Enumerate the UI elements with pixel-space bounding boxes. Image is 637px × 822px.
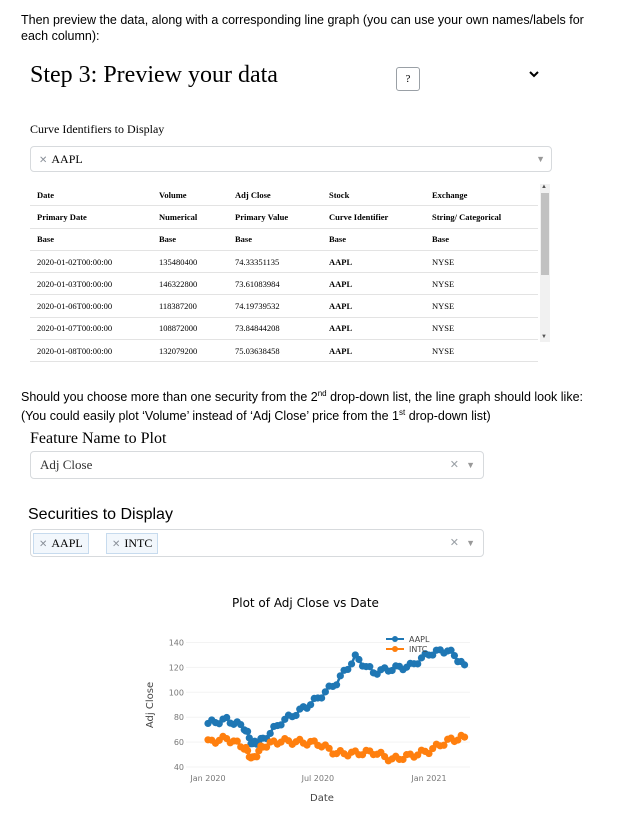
column-type: Primary Value — [228, 206, 322, 228]
column-header[interactable]: Date — [30, 184, 152, 206]
table-cell: 146322800 — [152, 273, 228, 295]
feature-name-value: Adj Close — [40, 457, 93, 472]
chip-label: AAPL — [51, 536, 83, 550]
legend-label: AAPL — [409, 635, 430, 644]
table-cell: AAPL — [322, 340, 425, 362]
data-point — [333, 681, 340, 688]
column-level: Base — [425, 228, 538, 250]
y-tick-label: 40 — [173, 763, 184, 773]
table-cell: 118387200 — [152, 295, 228, 317]
table-cell: AAPL — [322, 250, 425, 272]
x-axis-label: Date — [310, 793, 334, 804]
step-title: Step 3: Preview your data — [30, 62, 278, 88]
feature-name-title: Feature Name to Plot — [30, 430, 167, 447]
table-cell: AAPL — [322, 295, 425, 317]
column-header[interactable]: Stock — [322, 184, 425, 206]
table-cell: 75.03638458 — [228, 340, 322, 362]
data-point — [318, 694, 325, 701]
dropdown-caret-icon[interactable]: ▼ — [536, 154, 545, 164]
chip-label: AAPL — [51, 152, 83, 166]
y-tick-label: 80 — [173, 713, 184, 723]
column-level: Base — [152, 228, 228, 250]
clear-icon[interactable]: ✕ — [449, 459, 459, 471]
table-cell: 2020-01-07T00:00:00 — [30, 317, 152, 339]
intro-paragraph: Then preview the data, along with a corresponding line graph (you can use your own names/labels for each column): — [21, 13, 584, 43]
x-tick-label: Jan 2021 — [411, 774, 447, 783]
data-point — [267, 730, 274, 737]
table-cell: 73.84844208 — [228, 317, 322, 339]
scroll-up-icon[interactable]: ▲ — [541, 184, 547, 190]
paragraph-text: drop-down list, the line graph should look like: — [326, 390, 584, 405]
data-point — [461, 734, 468, 741]
data-point — [348, 660, 355, 667]
chip-label: INTC — [124, 536, 153, 550]
y-axis-label: Adj Close — [145, 681, 156, 729]
securities-title: Securities to Display — [28, 506, 173, 523]
column-level: Base — [30, 228, 152, 250]
paragraph-text: drop-down list) — [405, 409, 491, 424]
table-cell: 2020-01-03T00:00:00 — [30, 273, 152, 295]
data-point — [244, 747, 251, 754]
table-cell: 135480400 — [152, 250, 228, 272]
legend-marker — [392, 636, 398, 642]
paragraph-sup: nd — [317, 389, 327, 398]
data-point — [451, 652, 458, 659]
y-tick-label: 140 — [168, 638, 184, 648]
table-cell: 2020-01-02T00:00:00 — [30, 250, 152, 272]
curve-identifiers-label: Curve Identifiers to Display — [30, 122, 165, 136]
table-cell: 2020-01-06T00:00:00 — [30, 295, 152, 317]
remove-icon[interactable]: ✕ — [112, 539, 121, 550]
data-point — [414, 660, 421, 667]
remove-icon[interactable]: ✕ — [39, 539, 48, 550]
help-button[interactable]: ? — [396, 67, 420, 91]
table-cell: NYSE — [425, 340, 538, 362]
x-tick-label: Jan 2020 — [190, 774, 226, 783]
y-tick-label: 120 — [168, 663, 184, 673]
data-point — [355, 656, 362, 663]
column-header[interactable]: Exchange — [425, 184, 538, 206]
y-tick-label: 60 — [173, 738, 184, 748]
column-type: String/ Categorical — [425, 206, 538, 228]
table-cell: 73.61083984 — [228, 273, 322, 295]
data-point — [366, 663, 373, 670]
data-point — [244, 728, 251, 735]
scroll-down-icon[interactable]: ▼ — [541, 334, 547, 340]
table-cell: AAPL — [322, 317, 425, 339]
table-cell: 132079200 — [152, 340, 228, 362]
remove-icon[interactable]: ✕ — [39, 155, 48, 166]
column-header[interactable]: Adj Close — [228, 184, 322, 206]
data-point — [461, 661, 468, 668]
data-point — [440, 742, 447, 749]
table-cell: AAPL — [322, 273, 425, 295]
table-cell: 74.19739532 — [228, 295, 322, 317]
table-cell: NYSE — [425, 250, 538, 272]
data-point — [292, 712, 299, 719]
legend-marker — [392, 646, 398, 652]
y-tick-label: 100 — [168, 688, 184, 698]
table-cell: 2020-01-08T00:00:00 — [30, 340, 152, 362]
paragraph-text: (You could easily plot ‘Volume’ instead of ‘Adj Close’ price from the 1 — [21, 409, 399, 424]
paragraph-sup: st — [398, 408, 406, 418]
clear-icon[interactable]: ✕ — [449, 537, 459, 549]
table-cell: NYSE — [425, 295, 538, 317]
column-level: Base — [228, 228, 322, 250]
dropdown-caret-icon[interactable]: ▼ — [466, 460, 475, 470]
column-type: Primary Date — [30, 206, 152, 228]
table-cell: 108872000 — [152, 317, 228, 339]
table-cell: NYSE — [425, 317, 538, 339]
legend-label: INTC — [409, 645, 428, 654]
paragraph-text: Should you choose more than one security from the 2 — [21, 390, 318, 405]
column-type: Curve Identifier — [322, 206, 425, 228]
x-tick-label: Jul 2020 — [301, 774, 335, 783]
dropdown-caret-icon[interactable]: ▼ — [466, 538, 475, 548]
column-type: Numerical — [152, 206, 228, 228]
table-cell: 74.33351135 — [228, 250, 322, 272]
data-point — [307, 701, 314, 708]
column-header[interactable]: Volume — [152, 184, 228, 206]
table-cell: NYSE — [425, 273, 538, 295]
plot-title: Plot of Adj Close vs Date — [232, 596, 379, 610]
column-level: Base — [322, 228, 425, 250]
